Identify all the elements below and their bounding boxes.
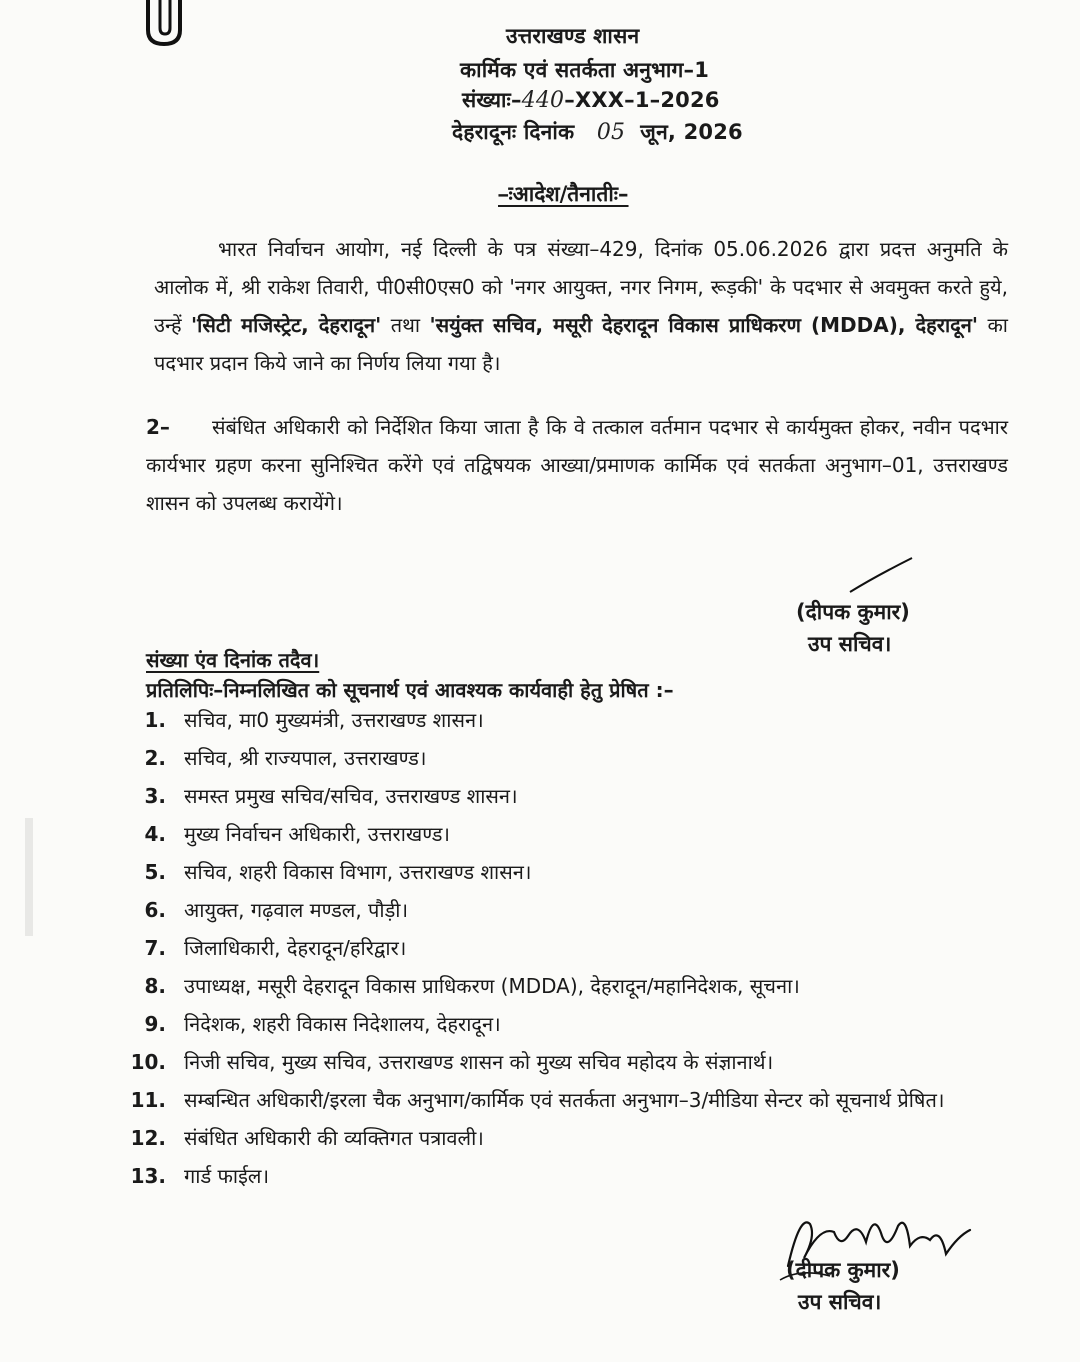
list-item-number: 6.	[144, 898, 166, 922]
place-date: देहरादूनः दिनांक 05 जून, 2026	[452, 120, 743, 145]
list-item-text: सचिव, श्री राज्यपाल, उत्तराखण्ड।	[184, 746, 427, 770]
list-item	[128, 970, 1008, 1002]
list-item-text: सचिव, मा0 मुख्यमंत्री, उत्तराखण्ड शासन।	[184, 708, 484, 732]
signatory-name-2: (दीपक कुमार)	[786, 1258, 900, 1282]
list-item	[128, 1046, 1008, 1078]
list-item-number: 4.	[144, 822, 166, 846]
list-item	[128, 932, 1008, 964]
list-item	[128, 856, 1008, 888]
list-item-text: सम्बन्धित अधिकारी/इरला चैक अनुभाग/कार्मिक एवं सतर्कता अनुभाग–3/मीडिया सेन्टर को सूचनार्थ प्रेषित।	[184, 1088, 945, 1112]
list-item-number: 7.	[144, 936, 166, 960]
list-item-text: गार्ड फाईल।	[184, 1164, 270, 1188]
signatory-designation-2: उप सचिव।	[798, 1290, 882, 1314]
order-paragraph-2: 2– संबंधित अधिकारी को निर्देशित किया जाता है कि वे तत्काल वर्तमान पदभार से कार्यमुक्त होकर, नवीन पदभार कार्यभार ग्रहण करना सुनिश्चित करेंगे एवं तद्विषयक आख्या/प्रमाणक कार्मिक एवं सतर्कता अनुभाग–01, उत्तराखण्ड शासन को उपलब्ध करायेंगे।	[146, 408, 1008, 522]
signatory-name-1: (दीपक कुमार)	[796, 600, 910, 624]
list-item	[128, 894, 1008, 926]
paper-clip-icon	[138, 0, 198, 48]
list-item-number: 1.	[144, 708, 166, 732]
list-item-number: 12.	[130, 1126, 166, 1150]
list-item	[128, 818, 1008, 850]
list-item-number: 13.	[130, 1164, 166, 1188]
government-name: उत्तराखण्ड शासन	[506, 24, 640, 48]
list-item	[128, 780, 1008, 812]
list-item-number: 8.	[144, 974, 166, 998]
signatory-designation-1: उप सचिव।	[808, 632, 892, 656]
copy-heading: प्रतिलिपिः–निम्नलिखित को सूचनार्थ एवं आवश्यक कार्यवाही हेतु प्रेषित :–	[146, 678, 674, 702]
list-item	[128, 704, 1008, 736]
list-item-text: सचिव, शहरी विकास विभाग, उत्तराखण्ड शासन।	[184, 860, 532, 884]
order-paragraph-1: भारत निर्वाचन आयोग, नई दिल्ली के पत्र संख्या–429, दिनांक 05.06.2026 द्वारा प्रदत्त अनुमति के आलोक में, श्री राकेश तिवारी, पी0सी0एस0 को 'नगर आयुक्त, नगर निगम, रूड़की' के पदभार से अवमुक्त करते हुये, उन्हें 'सिटी मजिस्ट्रेट, देहरादून' तथा 'सयुंक्त सचिव, मसूरी देहरादून विकास प्राधिकरण (MDDA), देहरादून' का पदभार प्रदान किये जाने का निर्णय लिया गया है।	[154, 237, 1008, 375]
list-item-text: निदेशक, शहरी विकास निदेशालय, देहरादून।	[184, 1012, 501, 1036]
department-name: कार्मिक एवं सतर्कता अनुभाग–1	[460, 58, 710, 82]
list-item-number: 3.	[144, 784, 166, 808]
list-item-text: समस्त प्रमुख सचिव/सचिव, उत्तराखण्ड शासन।	[184, 784, 518, 808]
list-item-number: 2.	[144, 746, 166, 770]
list-item	[128, 742, 1008, 774]
list-item	[128, 1122, 1008, 1154]
list-item	[128, 1084, 1008, 1116]
paragraph-number: 2–	[146, 415, 170, 439]
order-title: –ःआदेश/तैनातीः–	[498, 182, 629, 206]
scan-artifact	[25, 818, 33, 936]
list-item	[128, 1008, 1008, 1040]
handwritten-number: 440	[521, 88, 565, 113]
list-item-text: उपाध्यक्ष, मसूरी देहरादून विकास प्राधिकरण (MDDA), देहरादून/महानिदेशक, सूचना।	[184, 974, 800, 998]
copy-recipients-list	[128, 704, 1008, 1198]
list-item-number: 5.	[144, 860, 166, 884]
list-item-text: जिलाधिकारी, देहरादून/हरिद्वार।	[184, 936, 407, 960]
list-item-number: 10.	[130, 1050, 166, 1074]
list-item-text: निजी सचिव, मुख्य सचिव, उत्तराखण्ड शासन को मुख्य सचिव महोदय के संज्ञानार्थ।	[184, 1050, 774, 1074]
list-item-text: मुख्य निर्वाचन अधिकारी, उत्तराखण्ड।	[184, 822, 451, 846]
list-item-text: आयुक्त, गढ़वाल मण्डल, पौड़ी।	[184, 898, 409, 922]
list-item-number: 11.	[130, 1088, 166, 1112]
reference-number: संख्याः–440–XXX–1–2026	[462, 88, 720, 113]
copy-reference-line: संख्या एंव दिनांक तदैव।	[146, 648, 320, 672]
handwritten-date: 05	[596, 120, 626, 145]
list-item-text: संबंधित अधिकारी की व्यक्तिगत पत्रावली।	[184, 1126, 484, 1150]
list-item	[128, 1160, 1008, 1192]
list-item-number: 9.	[144, 1012, 166, 1036]
signature-stroke-1	[846, 556, 916, 596]
